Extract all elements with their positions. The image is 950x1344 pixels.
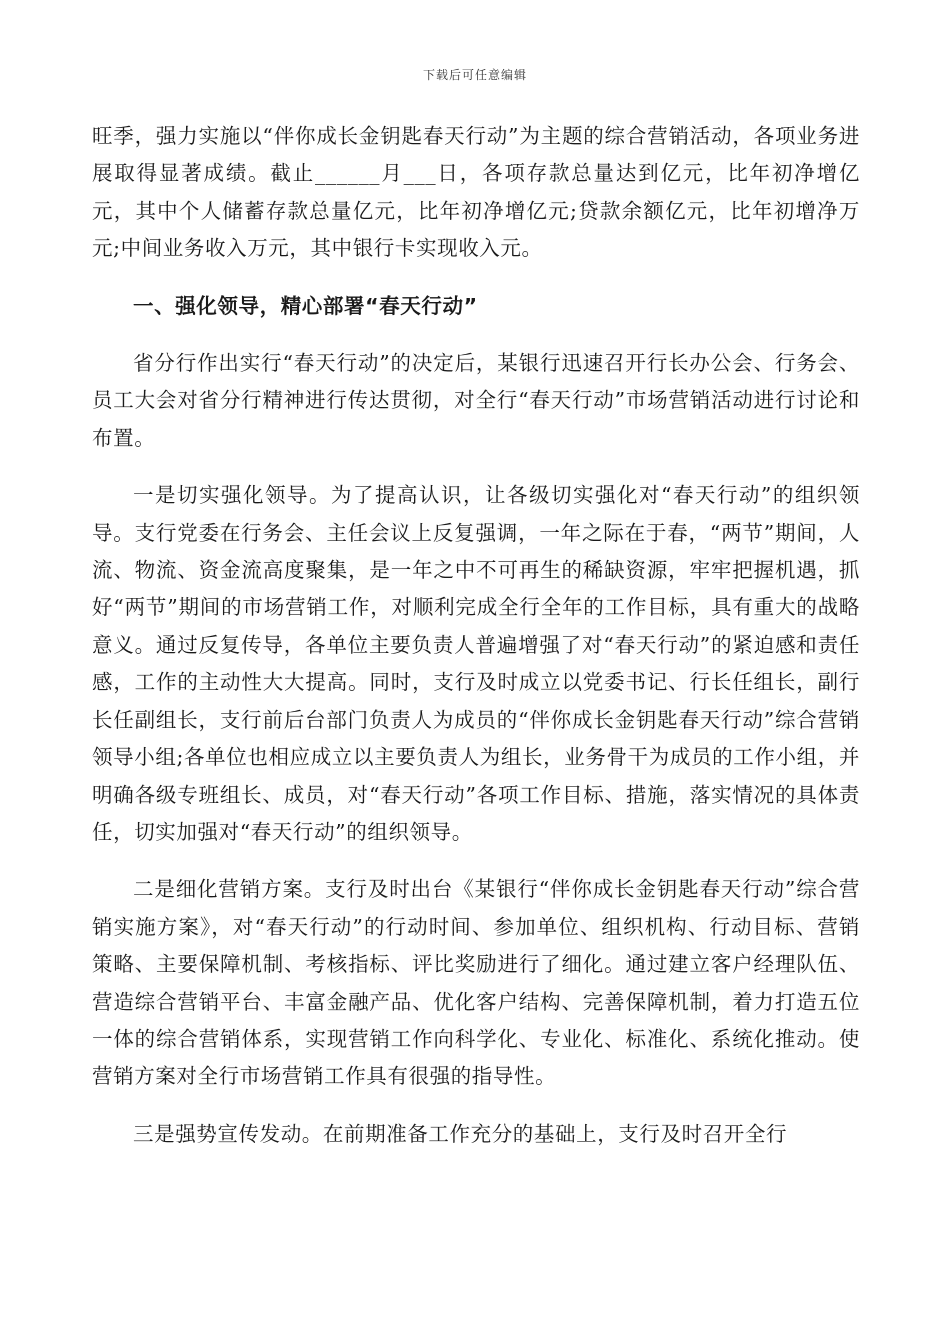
paragraph-1: 省分行作出实行“春天行动”的决定后，某银行迅速召开行长办公会、行务会、员工大会对省分行精神进行传达贯彻，对全行“春天行动”市场营销活动进行讨论和布置。 xyxy=(92,351,860,450)
header-note: 下载后可任意编辑 xyxy=(422,68,527,82)
document-body xyxy=(92,118,860,1153)
paragraph-intro: 旺季，强力实施以“伴你成长金钥匙春天行动”为主题的综合营销活动，各项业务进展取得显著成绩。截止______月___日，各项存款总量达到亿元，比年初净增亿元，其中个人储蓄存款总量亿元，比年初净增亿元;贷款余额亿元，比年初增净万元;中间业务收入万元，其中银行卡实现收入元。 xyxy=(92,124,860,261)
paragraph-4: 三是强势宣传发动。在前期准备工作充分的基础上，支行及时召开全行 xyxy=(133,1121,788,1146)
paragraph-2: 一是切实强化领导。为了提高认识，让各级切实强化对“春天行动”的组织领导。支行党委在行务会、主任会议上反复强调，一年之际在于春，“两节”期间，人流、物流、资金流高度聚集，是一年之中不可再生的稀缺资源，牢牢把握机遇，抓好“两节”期间的市场营销工作，对顺利完成全行全年的工作目标，具有重大的战略意义。通过反复传导，各单位主要负责人普遍增强了对“春天行动”的紧迫感和责任感，工作的主动性大大提高。同时，支行及时成立以党委书记、行长任组长，副行长任副组长，支行前后台部门负责人为成员的“伴你成长金钥匙春天行动”综合营销领导小组;各单位也相应成立以主要负责人为组长，业务骨干为成员的工作小组，并明确各级专班组长、成员，对“春天行动”各项工作目标、措施，落实情况的具体责任，切实加强对“春天行动”的组织领导。 xyxy=(92,483,860,844)
paragraph-3: 二是细化营销方案。支行及时出台《某银行“伴你成长金钥匙春天行动”综合营销实施方案》，对“春天行动”的行动时间、参加单位、组织机构、行动目标、营销策略、主要保障机制、考核指标、评比奖励进行了细化。通过建立客户经理队伍、营造综合营销平台、丰富金融产品、优化客户结构、完善保障机制，着力打造五位一体的综合营销体系，实现营销工作向科学化、专业化、标准化、系统化推动。使营销方案对全行市场营销工作具有很强的指导性。 xyxy=(92,877,860,1089)
section-heading-1: 一、强化领导，精心部署“春天行动” xyxy=(133,293,478,318)
